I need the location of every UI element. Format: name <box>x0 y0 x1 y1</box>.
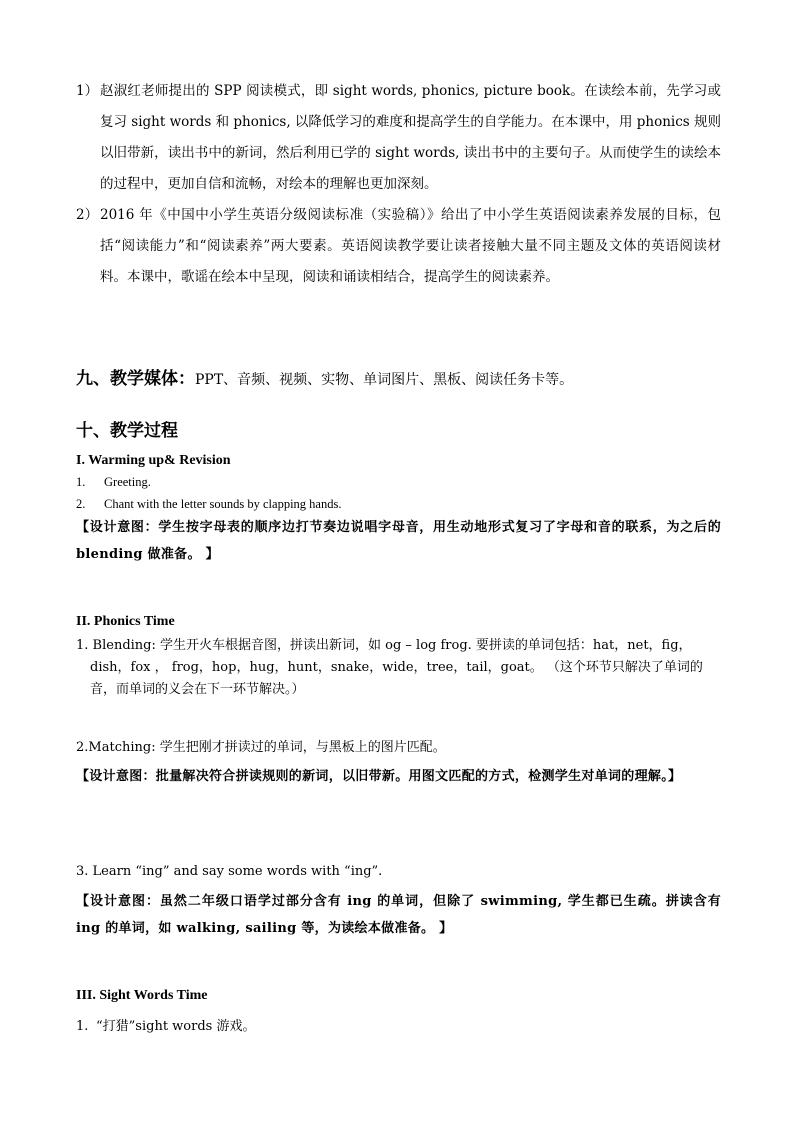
intro-item-2 <box>76 200 721 293</box>
part-3-heading: III. Sight Words Time <box>76 988 208 1003</box>
list-number: 2. <box>76 497 86 511</box>
list-text: “打猎”sight words 游戏。 <box>96 1019 256 1034</box>
phonics-item-1 <box>76 635 721 701</box>
phonics-item-3: 3. Learn “ing” and say some words with “ing”. <box>76 864 383 879</box>
section-10-title: 十、教学过程 <box>76 421 178 441</box>
list-text: Greeting. <box>104 475 151 489</box>
section-9 <box>76 366 721 393</box>
part-1-item-2 <box>76 494 721 514</box>
part-3-item-1 <box>76 1016 721 1037</box>
section-9-content: PPT、音频、视频、实物、单词图片、黑板、阅读任务卡等。 <box>195 372 574 388</box>
section-9-title: 九、教学媒体： <box>76 369 195 389</box>
phonics-item-2: 2.Matching: 学生把刚才拼读过的单词，与黑板上的图片匹配。 <box>76 740 446 755</box>
list-number: 1. <box>76 475 86 489</box>
part-2-heading: II. Phonics Time <box>76 614 175 629</box>
intro-item-text: 2016 年《中国中小学生英语分级阅读标准（实验稿）》给出了中小学生英语阅读素养发展的目标，包括“阅读能力”和“阅读素养”两大要素。英语阅读教学要让读者接触大量不同主题及文体的英语阅读材料。本课中，歌谣在绘本中呈现，阅读和诵读相结合，提高学生的阅读素养。 <box>100 207 721 285</box>
design-intent-2: 【设计意图：批量解决符合拼读规则的新词，以旧带新。用图文匹配的方式，检测学生对单词的理解。】 <box>76 769 682 784</box>
part-1-item-1 <box>76 472 721 492</box>
phonics-item-1-text: 1. Blending: 学生开火车根据音图，拼读出新词，如 og – log frog. 要拼读的单词包括：hat，net，fig，dish，fox ， frog，hop，hug，hunt，snake，wide，tree，tail，goat。 （这个环节只解决了单词的音，而单词的义会在下一环节解决。） <box>76 638 703 697</box>
intro-item-number: 1） <box>76 83 99 99</box>
design-intent-1: 【设计意图：学生按字母表的顺序边打节奏边说唱字母音，用生动地形式复习了字母和音的联系，为之后的 blending 做准备。 】 <box>76 520 721 562</box>
list-text: Chant with the letter sounds by clapping hands. <box>104 497 342 511</box>
intro-item-1 <box>76 76 721 200</box>
design-intent-3: 【设计意图：虽然二年级口语学过部分含有 ing 的单词，但除了 swimming, 学生都已生疏。拼读含有 ing 的单词，如 walking, sailing 等，为读绘本做准备。 】 <box>76 894 721 936</box>
list-number: 1. <box>76 1019 89 1034</box>
part-1-heading: I. Warming up& Revision <box>76 453 231 468</box>
intro-item-number: 2） <box>76 207 99 223</box>
intro-item-text: 赵淑红老师提出的 SPP 阅读模式，即 sight words, phonics, picture book。在读绘本前，先学习或复习 sight words 和 phonics, 以降低学习的难度和提高学生的自学能力。在本课中，用 phonics 规则以旧带新，读出书中的新词，然后利用已学的 sight words, 读出书中的主要句子。从而使学生的读绘本的过程中，更加自信和流畅，对绘本的理解也更加深刻。 <box>100 83 721 192</box>
